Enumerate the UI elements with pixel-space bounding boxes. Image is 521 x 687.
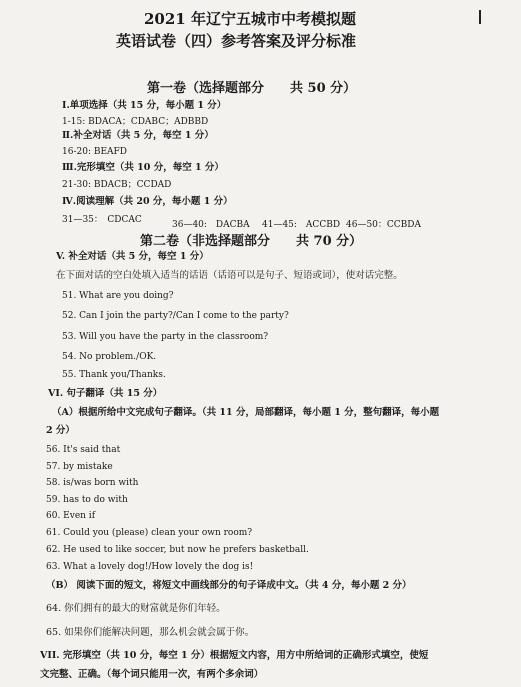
- sec7-line2: 文完整、正确。（每个词只能用一次，有两个多余词）: [40, 669, 264, 680]
- answer-64: 64. 你们拥有的最大的财富就是你们年轻。: [46, 603, 226, 614]
- answer-53: 53. Will you have the party in the classroom?: [62, 332, 269, 342]
- sec5-heading: V. 补全对话（共 5 分，每空 1 分）: [56, 251, 209, 262]
- answer-51: 51. What are you doing?: [62, 291, 174, 301]
- answer-55: 55. Thank you/Thanks.: [62, 370, 166, 380]
- scan-mark: [479, 10, 481, 24]
- sec2-heading: Ⅱ.补全对话（共 5 分，每空 1 分）: [62, 130, 214, 141]
- answer-52: 52. Can I join the party?/Can I come to the party?: [62, 311, 289, 321]
- sec7-line1: VII. 完形填空（共 10 分，每空 1 分）根据短文内容，用方中所给词的正确形式填空，使短: [40, 650, 429, 661]
- sec4-heading: Ⅳ.阅读理解（共 20 分，每小题 1 分）: [62, 196, 233, 207]
- sec6-part-a-line2: 2 分）: [46, 425, 75, 436]
- sec6-part-b: （B） 阅读下面的短文，将短文中画线部分的句子译成中文。（共 4 分，每小题 2 分）: [46, 580, 412, 591]
- answer-58: 58. is/was born with: [46, 478, 139, 488]
- answer-61: 61. Could you (please) clean your own room?: [46, 528, 253, 538]
- part2-heading: 第二卷（非选择题部分 共 70 分）: [140, 234, 363, 249]
- sec1-answers: 1-15: BDACA；CDABC；ADBBD: [62, 117, 209, 127]
- answer-63: 63. What a lovely dog!/How lovely the dog is!: [46, 562, 254, 572]
- answer-54: 54. No problem./OK.: [62, 352, 157, 362]
- sec1-heading: Ⅰ.单项选择（共 15 分，每小题 1 分）: [62, 100, 227, 111]
- answer-57: 57. by mistake: [46, 462, 113, 472]
- sec5-instructions: 在下面对话的空白处填入适当的话语（话语可以是句子、短语或词），使对话完整。: [56, 270, 403, 281]
- sec2-answers: 16-20: BEAFD: [62, 147, 127, 157]
- sec4-answers-41-45: 41—45: ACCBD: [262, 220, 341, 230]
- sec4-answers-36-40: 36—40: DACBA: [172, 220, 250, 230]
- answer-60: 60. Even if: [46, 511, 96, 521]
- answer-56: 56. It's said that: [46, 445, 121, 455]
- sec4-answers-46-50: 46—50：CCBDA: [346, 220, 422, 230]
- answer-62: 62. He used to like soccer, but now he prefers basketball.: [46, 545, 309, 555]
- answer-59: 59. has to do with: [46, 495, 128, 505]
- doc-title-line2: 英语试卷（四）参考答案及评分标准: [116, 32, 357, 50]
- sec3-answers: 21-30: BDACB；CCDAD: [62, 180, 172, 190]
- doc-title-line1: 2021 年辽宁五城市中考模拟题: [144, 10, 356, 28]
- sec3-heading: Ⅲ.完形填空（共 10 分，每空 1 分）: [62, 162, 224, 173]
- sec6-heading: VI. 句子翻译（共 15 分）: [48, 388, 163, 399]
- answer-65: 65. 如果你们能解决问题，那么机会就会属于你。: [46, 627, 255, 638]
- sec6-part-a-line1: （A）根据所给中文完成句子翻译。（共 11 分，局部翻译，每小题 1 分，整句翻译，每小题: [52, 407, 440, 418]
- sec4-answers-31-35: 31—35： CDCAC: [62, 215, 142, 225]
- part1-heading: 第一卷（选择题部分 共 50 分）: [147, 81, 357, 96]
